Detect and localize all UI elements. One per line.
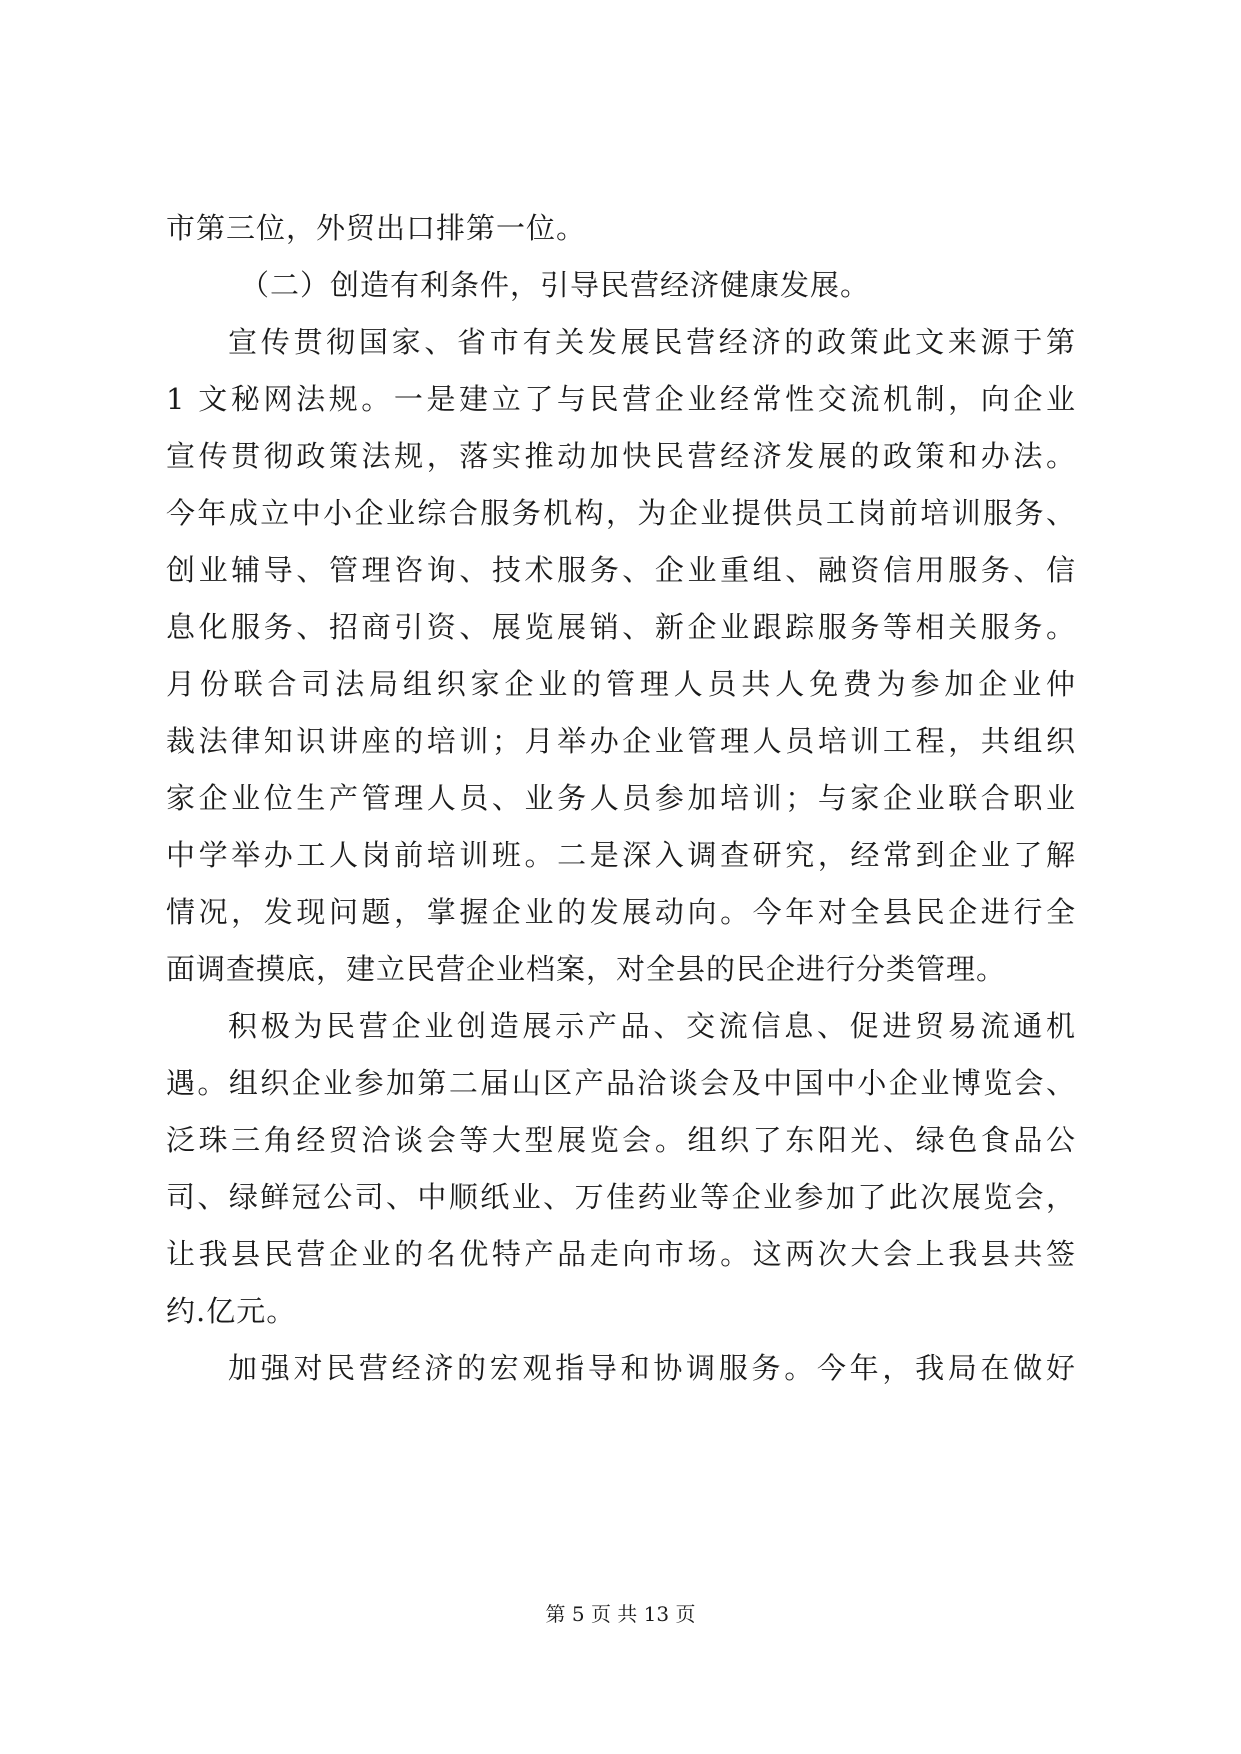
text-line: 约.亿元。 <box>166 1294 297 1328</box>
text-line: 面调查摸底，建立民营企业档案，对全县的民企进行分类管理。 <box>166 952 1007 986</box>
text-line: 宣传贯彻国家、省市有关发展民营经济的政策此文来源于第 <box>228 325 1076 359</box>
text-line: 积极为民营企业创造展示产品、交流信息、促进贸易流通机 <box>228 1009 1076 1043</box>
text-line: 中学举办工人岗前培训班。二是深入调查研究，经常到企业了解 <box>166 838 1076 872</box>
text-line: 遇。组织企业参加第二届山区产品洽谈会及中国中小企业博览会、 <box>166 1066 1076 1100</box>
text-line: 市第三位，外贸出口排第一位。 <box>166 211 587 245</box>
text-line: 1 文秘网法规。一是建立了与民营企业经常性交流机制，向企业 <box>166 382 1076 416</box>
text-line: 加强对民营经济的宏观指导和协调服务。今年，我局在做好 <box>228 1351 1076 1385</box>
text-line: 创业辅导、管理咨询、技术服务、企业重组、融资信用服务、信 <box>166 553 1076 587</box>
text-line: 情况，发现问题，掌握企业的发展动向。今年对全县民企进行全 <box>166 895 1076 929</box>
text-line: 宣传贯彻政策法规，落实推动加快民营经济发展的政策和办法。 <box>166 439 1076 473</box>
text-line: 家企业位生产管理人员、业务人员参加培训；与家企业联合职业 <box>166 781 1076 815</box>
text-line: 月份联合司法局组织家企业的管理人员共人免费为参加企业仲 <box>166 667 1076 701</box>
section-heading: （二）创造有利条件，引导民营经济健康发展。 <box>240 268 871 302</box>
text-line: 司、绿鲜冠公司、中顺纸业、万佳药业等企业参加了此次展览会， <box>166 1180 1076 1214</box>
text-line: 让我县民营企业的名优特产品走向市场。这两次大会上我县共签 <box>166 1237 1076 1271</box>
page-footer: 第 5 页 共 13 页 <box>545 1602 696 1626</box>
text-line: 泛珠三角经贸洽谈会等大型展览会。组织了东阳光、绿色食品公 <box>166 1123 1076 1157</box>
document-body <box>166 200 1076 1397</box>
text-line: 今年成立中小企业综合服务机构，为企业提供员工岗前培训服务、 <box>166 496 1076 530</box>
text-line: 息化服务、招商引资、展览展销、新企业跟踪服务等相关服务。 <box>166 610 1076 644</box>
text-line: 裁法律知识讲座的培训；月举办企业管理人员培训工程，共组织 <box>166 724 1076 758</box>
